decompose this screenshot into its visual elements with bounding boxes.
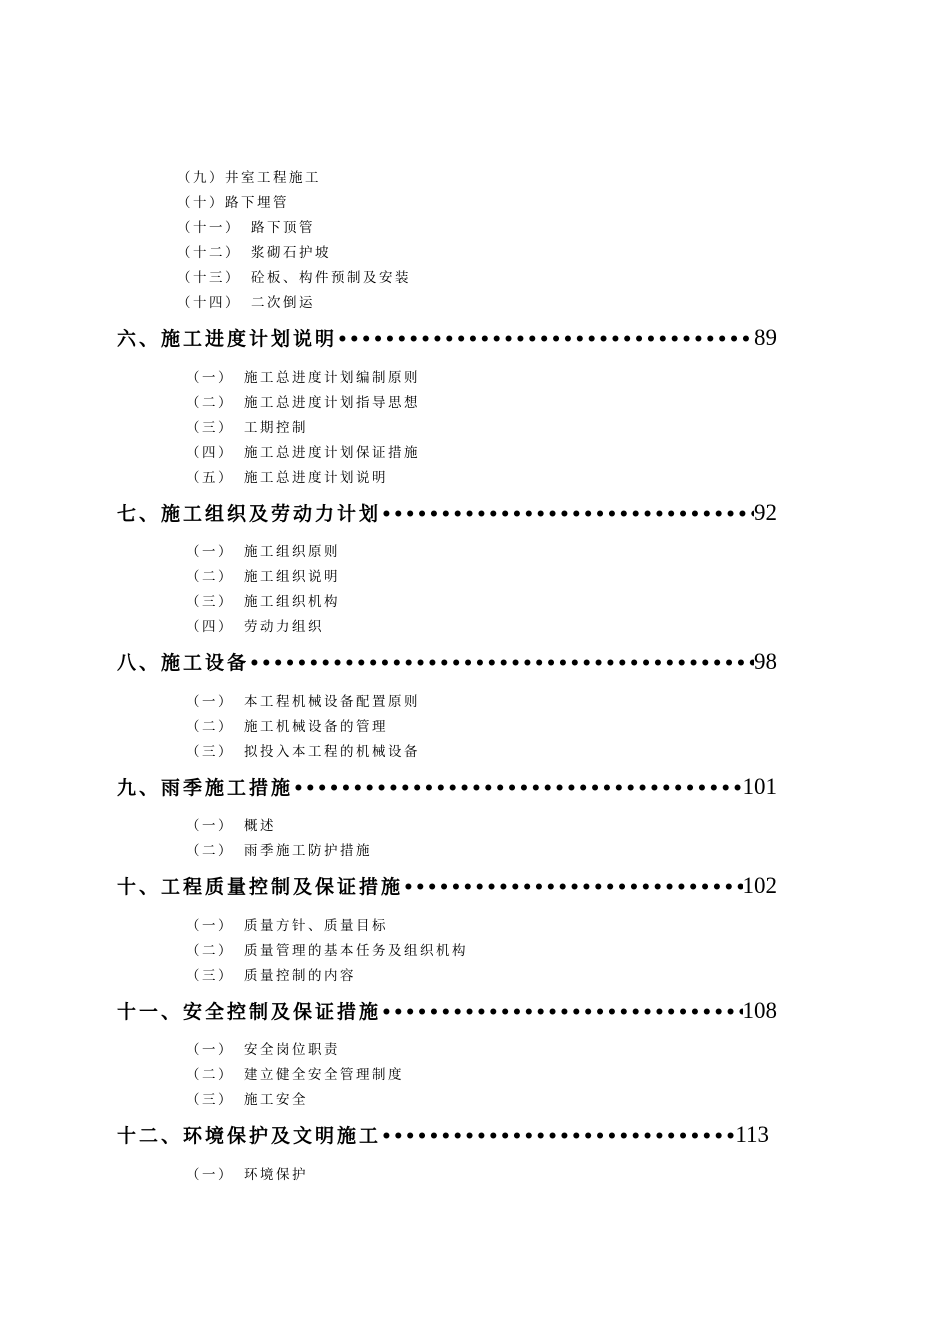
section-page-number: 89 <box>754 325 777 350</box>
toc-subitem[interactable] <box>177 291 315 311</box>
section-number: 十、 <box>117 876 162 898</box>
subitem-number: （三） <box>186 420 234 436</box>
toc-subitem[interactable] <box>186 565 340 585</box>
subitem-label: 工期控制 <box>244 420 308 436</box>
subitem-number: （一） <box>186 1042 234 1058</box>
section-title: 施工设备 <box>161 652 250 674</box>
section-page-number: 98 <box>754 649 777 674</box>
subitem-label: 施工机械设备的管理 <box>244 719 388 735</box>
toc-subitem[interactable] <box>186 690 420 710</box>
toc-subitem[interactable] <box>186 715 388 735</box>
section-number: 十二、 <box>117 1125 184 1147</box>
toc-subitem[interactable] <box>186 391 420 411</box>
subitem-number: （三） <box>186 744 234 760</box>
toc-subitem[interactable] <box>186 740 420 760</box>
toc-subitem[interactable] <box>186 814 276 834</box>
section-number: 六、 <box>117 328 162 350</box>
dot-leader <box>249 656 754 673</box>
toc-subitem[interactable] <box>186 964 356 984</box>
toc-subitem[interactable] <box>177 191 289 211</box>
section-title: 施工进度计划说明 <box>161 328 338 350</box>
subitem-label: 建立健全安全管理制度 <box>244 1067 404 1083</box>
subitem-label: 概述 <box>244 818 276 834</box>
subitem-number: （十三） <box>177 270 241 286</box>
subitem-label: 施工组织原则 <box>244 544 340 560</box>
section-page-number: 101 <box>742 774 777 799</box>
section-page-number: 92 <box>754 500 777 525</box>
subitem-number: （二） <box>186 395 234 411</box>
subitem-number: （三） <box>186 968 234 984</box>
subitem-number: （三） <box>186 594 234 610</box>
subitem-number: （十二） <box>177 245 241 261</box>
subitem-number: （一） <box>186 370 234 386</box>
subitem-label: 施工组织机构 <box>244 594 340 610</box>
subitem-label: 二次倒运 <box>251 295 315 311</box>
subitem-label: 环境保护 <box>244 1167 308 1183</box>
subitem-label: 劳动力组织 <box>244 619 324 635</box>
subitem-number: （三） <box>186 1092 234 1108</box>
subitem-label: 施工总进度计划说明 <box>244 470 388 486</box>
section-title: 施工组织及劳动力计划 <box>161 503 382 525</box>
subitem-label: 施工总进度计划保证措施 <box>244 445 420 461</box>
subitem-number: （二） <box>186 943 234 959</box>
section-title: 工程质量控制及保证措施 <box>161 876 404 898</box>
subitem-label: 施工总进度计划编制原则 <box>244 370 420 386</box>
toc-subitem[interactable] <box>177 266 411 286</box>
subitem-number: （二） <box>186 569 234 585</box>
subitem-number: （九） <box>177 170 225 186</box>
toc-subitem[interactable] <box>186 416 308 436</box>
subitem-label: 安全岗位职责 <box>244 1042 340 1058</box>
subitem-number: （二） <box>186 1067 234 1083</box>
toc-section-heading[interactable] <box>117 997 777 1024</box>
section-page-number: 113 <box>735 1122 769 1147</box>
section-title: 环境保护及文明施工 <box>183 1125 382 1147</box>
subitem-number: （一） <box>186 818 234 834</box>
subitem-label: 路下顶管 <box>251 220 315 236</box>
toc-section-heading[interactable] <box>117 1121 769 1148</box>
dot-leader <box>337 332 754 349</box>
toc-subitem[interactable] <box>186 615 324 635</box>
subitem-label: 路下埋管 <box>225 195 289 211</box>
toc-section-heading[interactable] <box>117 773 777 800</box>
toc-subitem[interactable] <box>177 216 315 236</box>
dot-leader <box>381 1005 742 1022</box>
subitem-number: （十一） <box>177 220 241 236</box>
dot-leader <box>403 880 742 897</box>
section-title: 安全控制及保证措施 <box>183 1001 382 1023</box>
subitem-number: （一） <box>186 918 234 934</box>
toc-subitem[interactable] <box>177 166 321 186</box>
dot-leader <box>381 1129 735 1146</box>
toc-subitem[interactable] <box>186 441 420 461</box>
toc-section-heading[interactable] <box>117 324 777 351</box>
toc-subitem[interactable] <box>186 914 388 934</box>
section-number: 九、 <box>117 777 162 799</box>
subitem-label: 施工总进度计划指导思想 <box>244 395 420 411</box>
section-title: 雨季施工措施 <box>161 777 294 799</box>
subitem-label: 施工组织说明 <box>244 569 340 585</box>
toc-subitem[interactable] <box>186 1088 308 1108</box>
toc-section-heading[interactable] <box>117 872 777 899</box>
subitem-number: （十四） <box>177 295 241 311</box>
subitem-label: 浆砌石护坡 <box>251 245 331 261</box>
subitem-label: 雨季施工防护措施 <box>244 843 372 859</box>
subitem-label: 本工程机械设备配置原则 <box>244 694 420 710</box>
subitem-number: （二） <box>186 843 234 859</box>
dot-leader <box>381 507 754 524</box>
section-number: 十一、 <box>117 1001 184 1023</box>
subitem-label: 施工安全 <box>244 1092 308 1108</box>
subitem-number: （一） <box>186 544 234 560</box>
subitem-number: （五） <box>186 470 234 486</box>
subitem-number: （一） <box>186 1167 234 1183</box>
toc-section-heading[interactable] <box>117 648 777 675</box>
dot-leader <box>293 781 742 798</box>
subitem-label: 质量控制的内容 <box>244 968 356 984</box>
subitem-label: 井室工程施工 <box>225 170 321 186</box>
section-page-number: 108 <box>742 998 777 1023</box>
toc-section-heading[interactable] <box>117 499 777 526</box>
subitem-label: 质量方针、质量目标 <box>244 918 388 934</box>
subitem-number: （四） <box>186 445 234 461</box>
section-number: 七、 <box>117 503 162 525</box>
toc-subitem[interactable] <box>186 1163 308 1183</box>
toc-subitem[interactable] <box>186 1038 340 1058</box>
toc-subitem[interactable] <box>186 540 340 560</box>
section-number: 八、 <box>117 652 162 674</box>
subitem-number: （四） <box>186 619 234 635</box>
toc-subitem[interactable] <box>186 366 420 386</box>
toc-subitem[interactable] <box>186 1063 404 1083</box>
subitem-label: 砼板、构件预制及安装 <box>251 270 411 286</box>
section-page-number: 102 <box>742 873 777 898</box>
toc-subitem[interactable] <box>186 466 388 486</box>
subitem-number: （二） <box>186 719 234 735</box>
toc-subitem[interactable] <box>186 590 340 610</box>
subitem-label: 质量管理的基本任务及组织机构 <box>244 943 468 959</box>
toc-subitem[interactable] <box>186 939 468 959</box>
subitem-number: （一） <box>186 694 234 710</box>
subitem-number: （十） <box>177 195 225 211</box>
subitem-label: 拟投入本工程的机械设备 <box>244 744 420 760</box>
toc-subitem[interactable] <box>177 241 331 261</box>
toc-subitem[interactable] <box>186 839 372 859</box>
